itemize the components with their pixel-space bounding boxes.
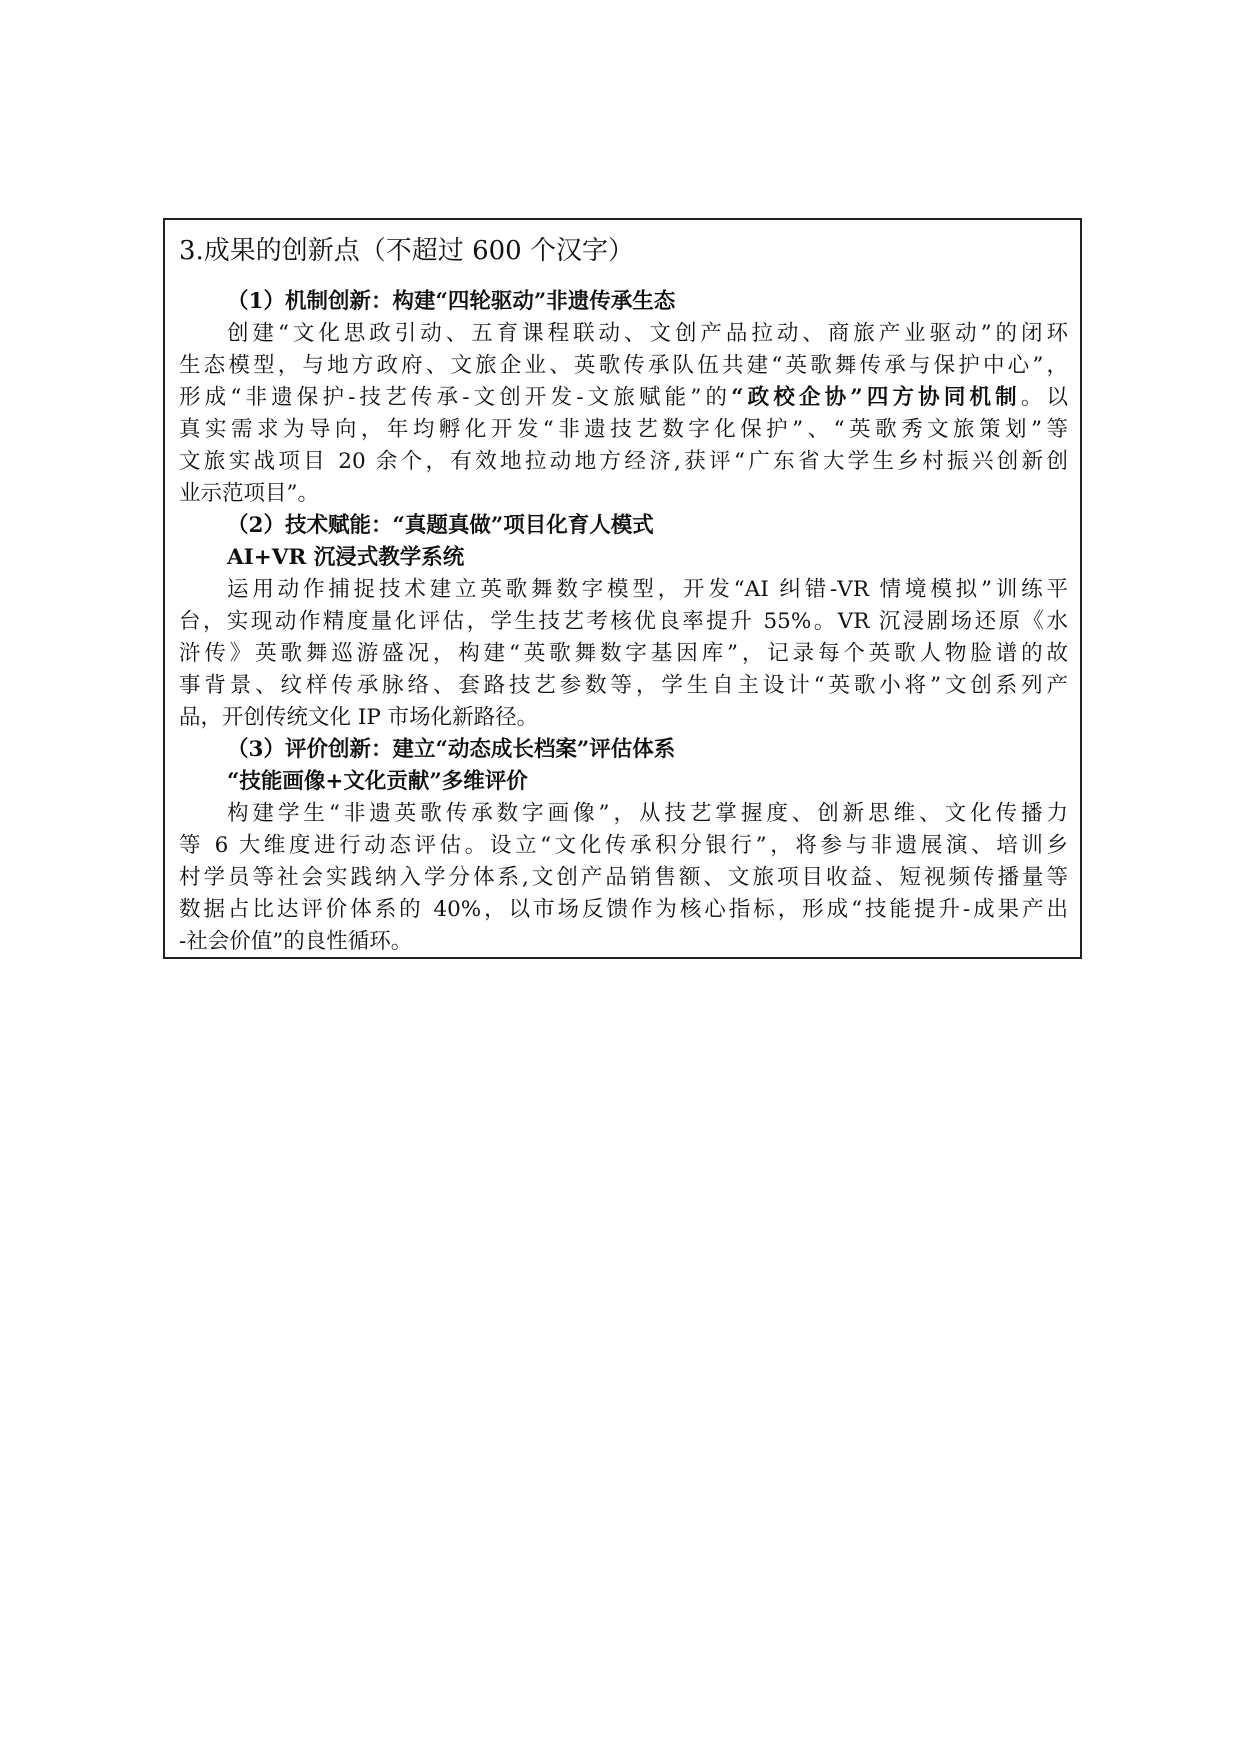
- part1-line-3-post: 。以: [1020, 385, 1068, 410]
- part3-subtitle: “技能画像+文化贡献”多维评价: [227, 769, 528, 794]
- part3-line-3: 村学员等社会实践纳入学分体系,文创产品销售额、文旅项目收益、短视频传播量等: [179, 865, 1068, 890]
- section-heading: 3.成果的创新点（不超过 600 个汉字）: [179, 236, 634, 266]
- part2-line-4: 事背景、纹样传承脉络、套路技艺参数等，学生自主设计“英歌小将”文创系列产: [179, 673, 1068, 698]
- part3-line-4: 数据占比达评价体系的 40%，以市场反馈作为核心指标，形成“技能提升-成果产出: [179, 897, 1068, 922]
- part2-line-1: 运用动作捕捉技术建立英歌舞数字模型，开发“AI 纠错-VR 情境模拟”训练平: [227, 577, 1068, 602]
- part3-title: （3）评价创新：建立“动态成长档案”评估体系: [227, 737, 676, 762]
- part3-line-2: 等 6 大维度进行动态评估。设立“文化传承积分银行”，将参与非遗展演、培训乡: [179, 833, 1068, 858]
- part1-line-3: [179, 382, 1068, 414]
- part2-line-3: 浒传》英歌舞巡游盛况，构建“英歌舞数字基因库”，记录每个英歌人物脸谱的故: [179, 641, 1068, 666]
- part1-line-1: 创建“文化思政引动、五育课程联动、文创产品拉动、商旅产业驱动”的闭环: [227, 321, 1068, 346]
- part1-line-5: 文旅实战项目 20 余个，有效地拉动地方经济,获评“广东省大学生乡村振兴创新创: [179, 449, 1068, 474]
- part2-title: （2）技术赋能：“真题真做”项目化育人模式: [227, 513, 654, 538]
- part1-line-2: 生态模型，与地方政府、文旅企业、英歌传承队伍共建“英歌舞传承与保护中心”，: [179, 353, 1068, 378]
- part1-mechanism-highlight: “政校企协”四方协同机制: [731, 385, 1021, 410]
- part2-line-2: 台，实现动作精度量化评估，学生技艺考核优良率提升 55%。VR 沉浸剧场还原《水: [179, 609, 1068, 634]
- part1-title: （1）机制创新：构建“四轮驱动”非遗传承生态: [227, 289, 676, 314]
- part1-line-4: 真实需求为导向，年均孵化开发“非遗技艺数字化保护”、“英歌秀文旅策划”等: [179, 417, 1068, 442]
- innovation-section-box: [163, 218, 1082, 959]
- part3-line-5: -社会价值”的良性循环。: [179, 929, 413, 954]
- part1-line-6: 业示范项目”。: [179, 481, 319, 506]
- part3-line-1: 构建学生“非遗英歌传承数字画像”，从技艺掌握度、创新思维、文化传播力: [227, 801, 1068, 826]
- part2-line-5: 品，开创传统文化 IP 市场化新路径。: [179, 705, 539, 730]
- part2-subtitle: AI+VR 沉浸式教学系统: [227, 545, 465, 570]
- part1-line-3-pre: 形成“非遗保护-技艺传承-文创开发-文旅赋能”的: [179, 385, 732, 410]
